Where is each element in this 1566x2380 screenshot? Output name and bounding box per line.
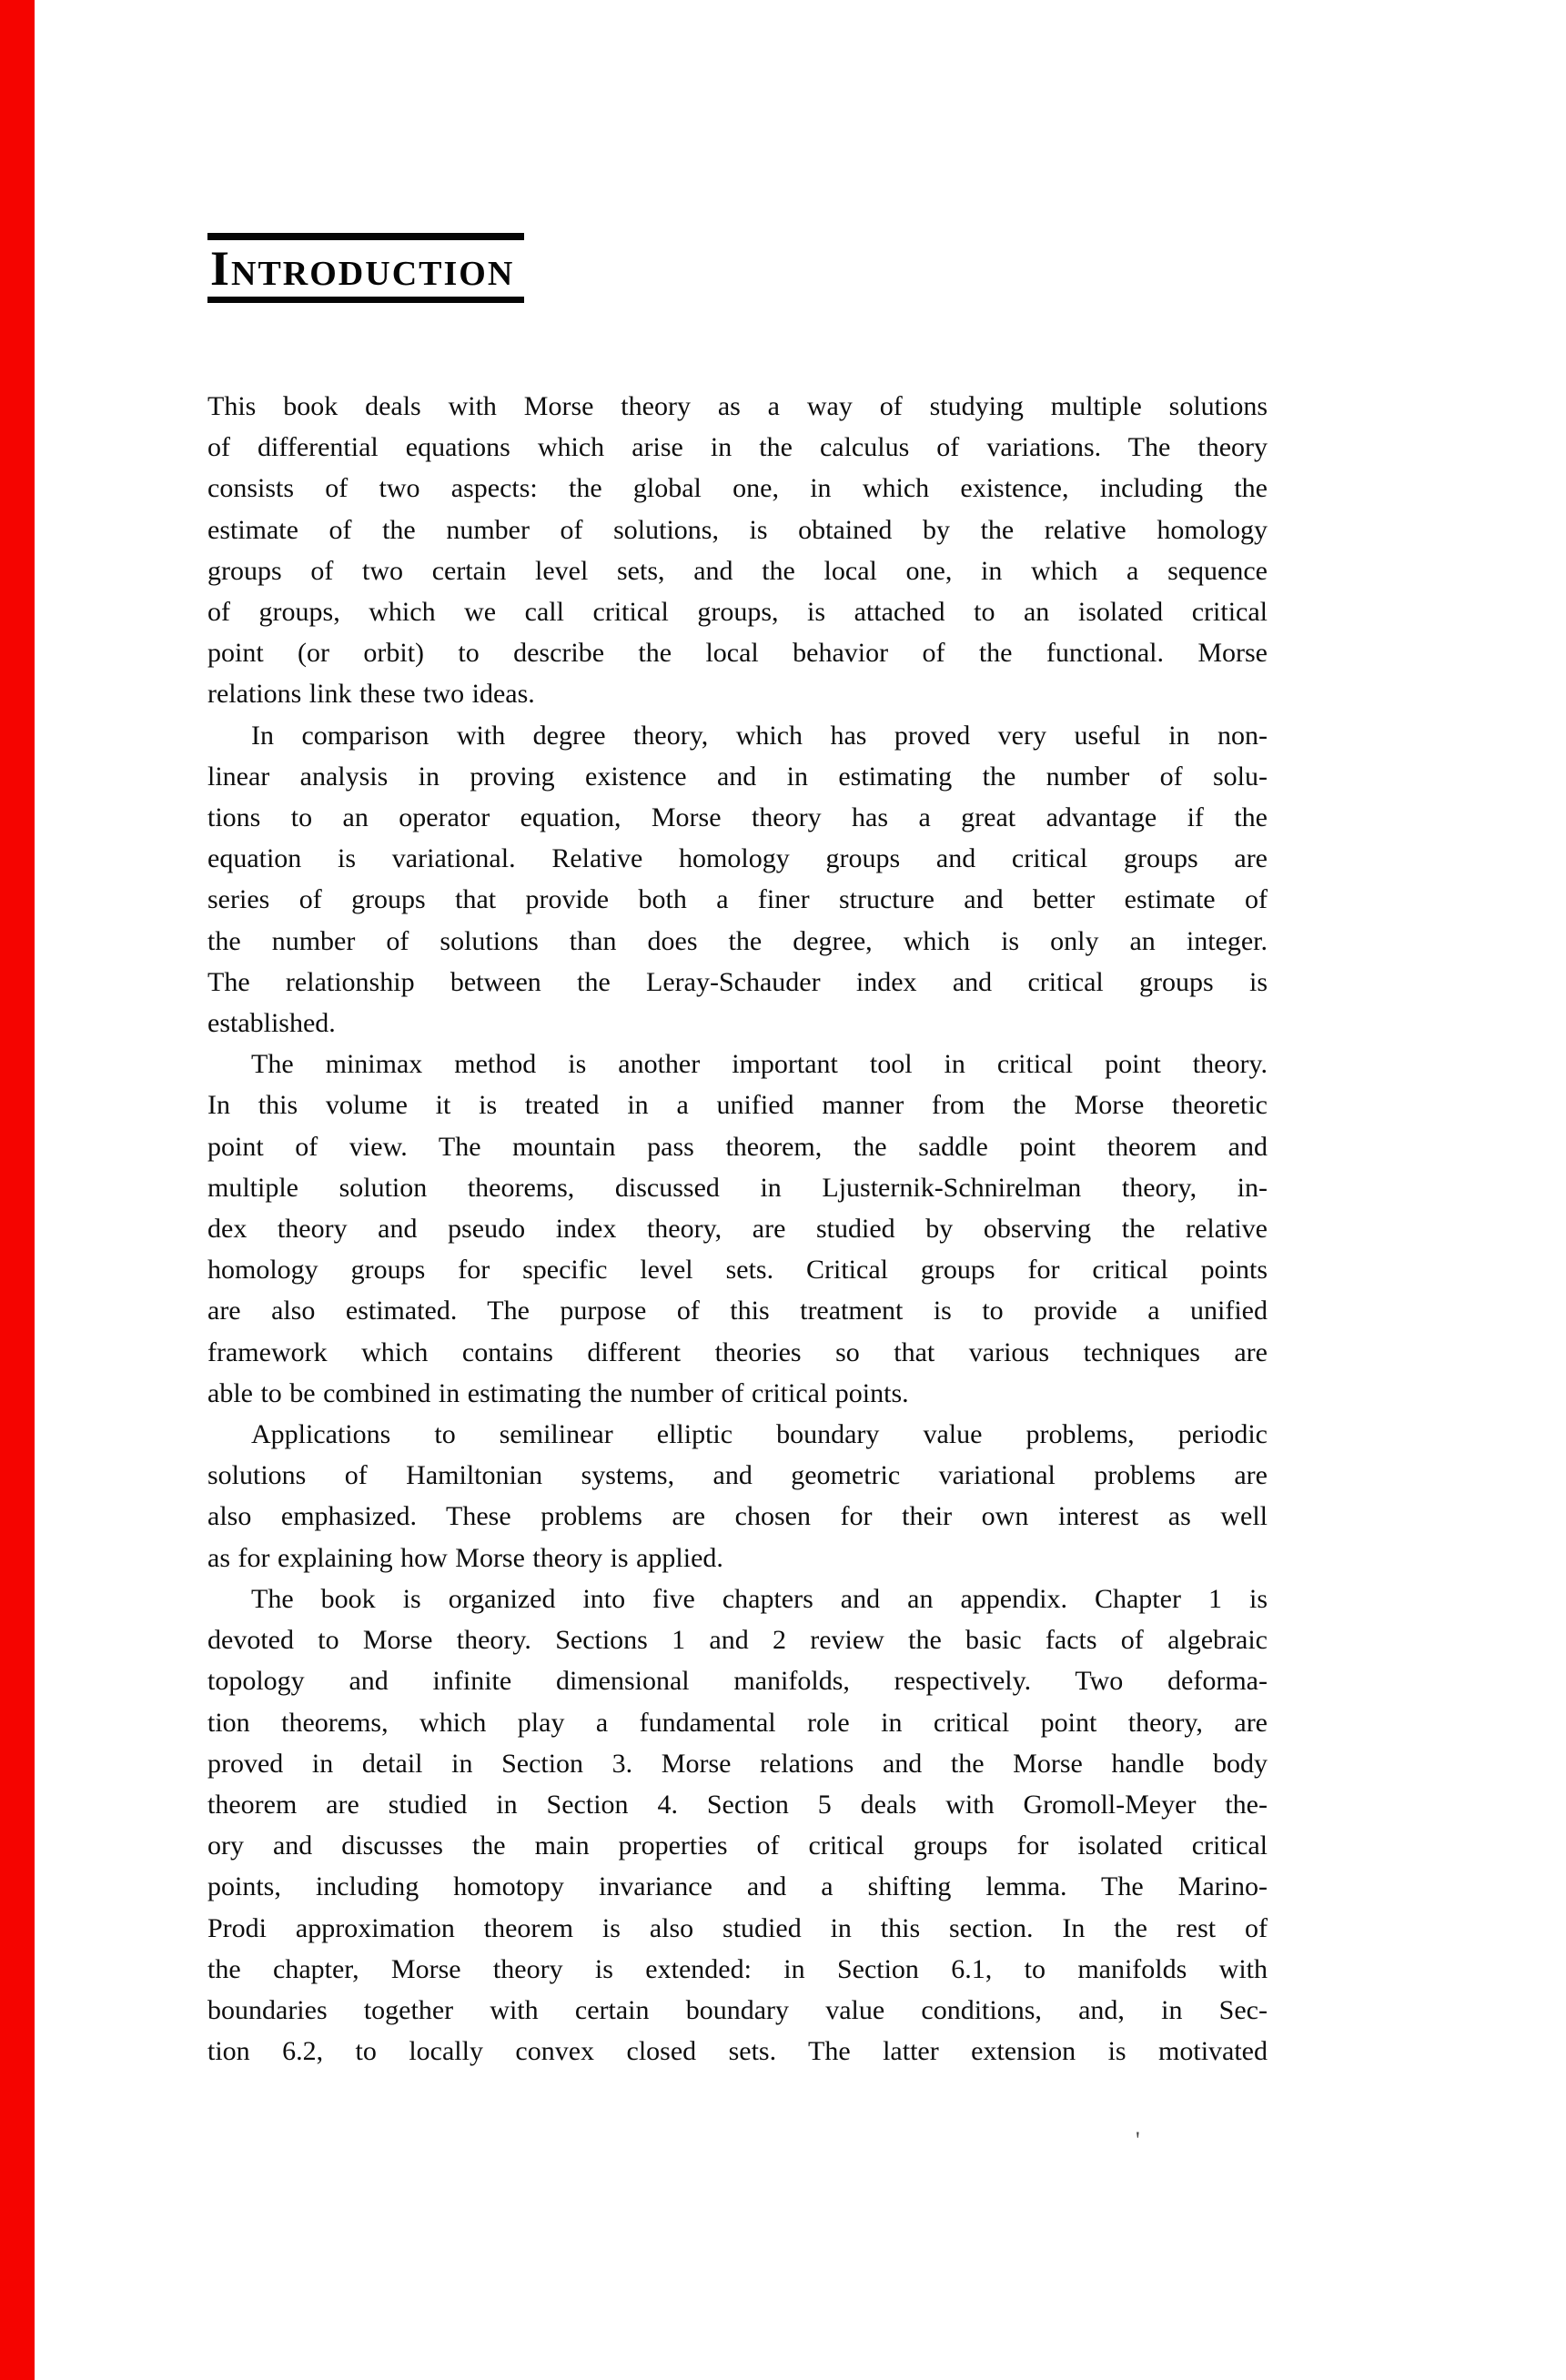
text-line: as for explaining how Morse theory is applied. [207, 1542, 723, 1573]
text-line: boundaries together with certain boundary value conditions, and, in Sec- [207, 1994, 1268, 2025]
text-line: The relationship between the Leray-Schauder index and critical groups is [207, 966, 1268, 997]
text-line: The book is organized into five chapters and an appendix. Chapter 1 is [251, 1583, 1268, 1614]
text-line: estimate of the number of solutions, is obtained by the relative homology [207, 514, 1268, 545]
paragraph [207, 1044, 1268, 1414]
text-line: points, including homotopy invariance and a shifting lemma. The Marino- [207, 1871, 1268, 1902]
text-line: tion theorems, which play a fundamental role in critical point theory, are [207, 1707, 1268, 1738]
text-line: multiple solution theorems, discussed in Ljusternik-Schnirelman theory, in- [207, 1172, 1268, 1203]
text-line: homology groups for specific level sets. Critical groups for critical points [207, 1255, 1268, 1286]
text-line: dex theory and pseudo index theory, are studied by observing the relative [207, 1214, 1268, 1245]
text-line: framework which contains different theories so that various techniques are [207, 1336, 1268, 1367]
text-line: groups of two certain level sets, and the local one, in which a sequence [207, 555, 1268, 586]
paragraph [207, 715, 1268, 1044]
text-line: This book deals with Morse theory as a way of studying multiple solutions [207, 391, 1268, 421]
chapter-title: Introduction [210, 241, 515, 296]
text-line: point (or orbit) to describe the local behavior of the functional. Morse [207, 638, 1268, 669]
text-line: established. [207, 1008, 336, 1039]
text-line: proved in detail in Section 3. Morse relations and the Morse handle body [207, 1748, 1268, 1779]
text-line: the number of solutions than does the degree, which is only an integer. [207, 925, 1268, 956]
text-line: linear analysis in proving existence and in estimating the number of solu- [207, 761, 1268, 792]
stray-ink-mark: ' [1136, 2127, 1140, 2153]
text-line: In this volume it is treated in a unified manner from the Morse theoretic [207, 1090, 1268, 1121]
body-text [207, 386, 1268, 2072]
text-line: ory and discusses the main properties of critical groups for isolated critical [207, 1830, 1268, 1861]
text-line: relations link these two ideas. [207, 679, 535, 710]
paragraph [207, 1578, 1268, 2072]
text-line: equation is variational. Relative homology groups and critical groups are [207, 843, 1268, 874]
text-line: In comparison with degree theory, which has proved very useful in non- [251, 720, 1268, 751]
text-line: are also estimated. The purpose of this treatment is to provide a unified [207, 1296, 1268, 1326]
paragraph [207, 386, 1268, 715]
text-line: able to be combined in estimating the number of critical points. [207, 1377, 909, 1408]
text-line: topology and infinite dimensional manifolds, respectively. Two deforma- [207, 1666, 1268, 1697]
heading-underline [207, 297, 524, 303]
text-line: also emphasized. These problems are chosen for their own interest as well [207, 1501, 1268, 1532]
text-line: series of groups that provide both a finer structure and better estimate of [207, 884, 1268, 915]
text-line: point of view. The mountain pass theorem, the saddle point theorem and [207, 1131, 1268, 1162]
chapter-heading [207, 233, 524, 303]
text-line: tion 6.2, to locally convex closed sets. The latter extension is motivated [207, 2036, 1268, 2067]
text-line: solutions of Hamiltonian systems, and geometric variational problems are [207, 1460, 1268, 1491]
text-line: of differential equations which arise in the calculus of variations. The theory [207, 432, 1268, 463]
text-line: the chapter, Morse theory is extended: in Section 6.1, to manifolds with [207, 1953, 1268, 1984]
text-line: tions to an operator equation, Morse theory has a great advantage if the [207, 802, 1268, 833]
paragraph [207, 1414, 1268, 1578]
text-line: Prodi approximation theorem is also studied in this section. In the rest of [207, 1912, 1268, 1943]
text-line: The minimax method is another important tool in critical point theory. [251, 1049, 1268, 1080]
scan-edge-artifact [0, 0, 35, 2380]
text-line: Applications to semilinear elliptic boundary value problems, periodic [251, 1419, 1268, 1450]
heading-overline [207, 233, 524, 240]
text-line: theorem are studied in Section 4. Section 5 deals with Gromoll-Meyer the- [207, 1789, 1268, 1820]
text-line: devoted to Morse theory. Sections 1 and 2 review the basic facts of algebraic [207, 1625, 1268, 1656]
text-line: consists of two aspects: the global one, in which existence, including the [207, 473, 1268, 504]
text-line: of groups, which we call critical groups, is attached to an isolated critical [207, 597, 1268, 628]
